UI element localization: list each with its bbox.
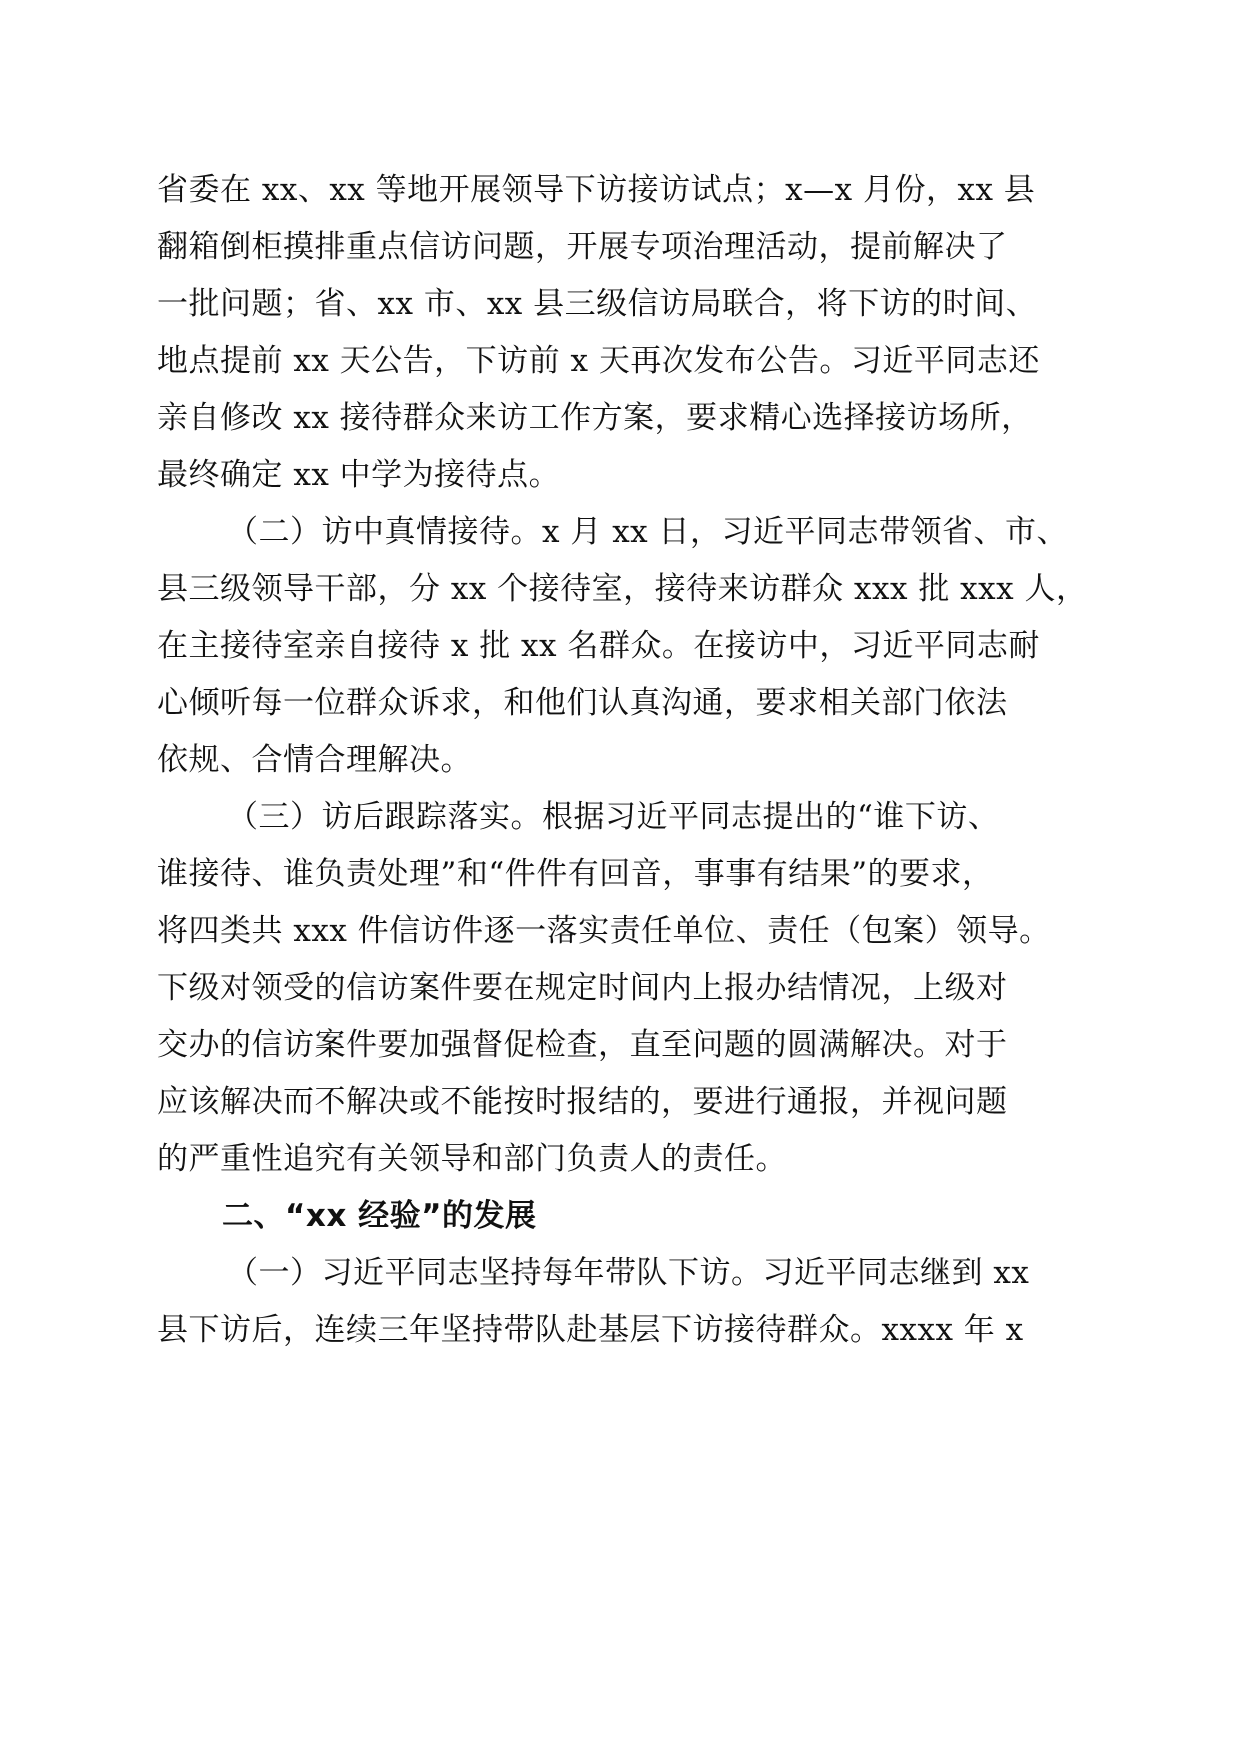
body-text-line: 将四类共 xxx 件信访件逐一落实责任单位、责任（包案）领导。 (157, 913, 1051, 949)
body-text-line: 县下访后，连续三年坚持带队赴基层下访接待群众。xxxx 年 x (157, 1312, 1024, 1348)
section-paragraph-start: （一）习近平同志坚持每年带队下访。习近平同志继到 xx (227, 1255, 1030, 1291)
body-text-line: 依规、合情合理解决。 (157, 742, 472, 778)
body-text-line: 地点提前 xx 天公告，下访前 x 天再次发布公告。习近平同志还 (157, 343, 1040, 379)
section-paragraph-start: （三）访后跟踪落实。根据习近平同志提出的“谁下访、 (227, 799, 1000, 835)
body-text-line: 下级对领受的信访案件要在规定时间内上报办结情况，上级对 (157, 970, 1008, 1006)
body-text-line: 一批问题；省、xx 市、xx 县三级信访局联合，将下访的时间、 (157, 286, 1038, 322)
body-text-line: 翻箱倒柜摸排重点信访问题，开展专项治理活动，提前解决了 (157, 229, 1008, 265)
body-text-line: 的严重性追究有关领导和部门负责人的责任。 (157, 1141, 787, 1177)
body-text-line: 在主接待室亲自接待 x 批 xx 名群众。在接访中，习近平同志耐 (157, 628, 1040, 664)
body-text-line: 省委在 xx、xx 等地开展领导下访接访试点；x—x 月份，xx 县 (157, 172, 1036, 208)
body-text-line: 谁接待、谁负责处理”和“件件有回音，事事有结果”的要求， (157, 856, 994, 892)
body-text-line: 交办的信访案件要加强督促检查，直至问题的圆满解决。对于 (157, 1027, 1008, 1063)
section-heading: 二、“xx 经验”的发展 (222, 1198, 537, 1234)
body-text-line: 亲自修改 xx 接待群众来访工作方案，要求精心选择接访场所， (157, 400, 1033, 436)
body-text-line: 心倾听每一位群众诉求，和他们认真沟通，要求相关部门依法 (157, 685, 1008, 721)
body-text-line: 县三级领导干部，分 xx 个接待室，接待来访群众 xxx 批 xxx 人， (157, 571, 1088, 607)
body-text-line: 最终确定 xx 中学为接待点。 (157, 457, 561, 493)
section-paragraph-start: （二）访中真情接待。x 月 xx 日，习近平同志带领省、市、 (227, 514, 1069, 550)
body-text-line: 应该解决而不解决或不能按时报结的，要进行通报，并视问题 (157, 1084, 1008, 1120)
